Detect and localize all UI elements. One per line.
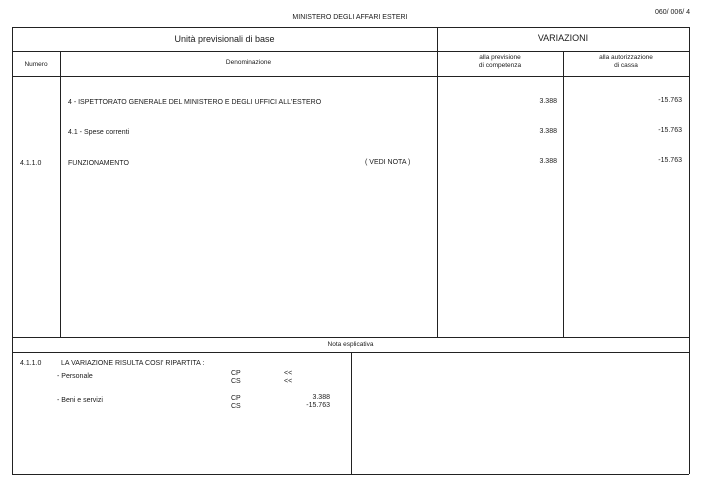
page-reference: 060/ 006/ 4 xyxy=(654,9,690,16)
row-cassa: -15.763 xyxy=(658,157,682,164)
notes-item-cs-code: CS xyxy=(231,378,241,385)
group-header-variazioni: VARIAZIONI xyxy=(537,33,589,43)
row-denominazione: FUNZIONAMENTO xyxy=(68,160,129,167)
col-header-denominazione: Denominazione xyxy=(225,59,272,66)
col-header-cassa-line2: di cassa xyxy=(614,62,638,69)
row-cassa: -15.763 xyxy=(658,97,682,104)
notes-item-cp-code: CP xyxy=(231,395,241,402)
ministry-title: MINISTERO DEGLI AFFARI ESTERI xyxy=(292,14,408,21)
row-denominazione: 4.1 - Spese correnti xyxy=(68,129,130,136)
row-denominazione: 4 - ISPETTORATO GENERALE DEL MINISTERO E DEGLI UFFICI ALL'ESTERO xyxy=(68,99,322,106)
row-competenza: 3.388 xyxy=(539,128,557,135)
notes-item-cs-value: -15.763 xyxy=(306,402,330,409)
notes-item-cs-value: << xyxy=(284,378,293,385)
row-cassa: -15.763 xyxy=(658,127,682,134)
notes-heading: LA VARIAZIONE RISULTA COSI' RIPARTITA : xyxy=(61,360,205,367)
notes-item-cp-code: CP xyxy=(231,370,241,377)
col-header-cassa-line1: alla autorizzazione xyxy=(599,54,653,61)
notes-item-cs-code: CS xyxy=(231,403,241,410)
col-header-competenza-line2: di competenza xyxy=(478,62,522,69)
notes-reference-number: 4.1.1.0 xyxy=(20,360,42,367)
notes-title: Nota esplicativa xyxy=(327,341,374,348)
col-header-numero: Numero xyxy=(24,61,48,68)
col-header-competenza-line1: alla previsione xyxy=(479,54,521,61)
notes-item-label: - Personale xyxy=(57,373,93,380)
notes-item-cp-value: 3.388 xyxy=(312,394,330,401)
row-competenza: 3.388 xyxy=(539,158,557,165)
row-competenza: 3.388 xyxy=(539,98,557,105)
notes-item-cp-value: << xyxy=(284,370,293,377)
row-numero: 4.1.1.0 xyxy=(20,160,42,167)
notes-item-label: - Beni e servizi xyxy=(57,397,103,404)
row-note-reference: ( VEDI NOTA ) xyxy=(365,159,411,166)
group-header-unita: Unità previsionali di base xyxy=(174,34,275,44)
